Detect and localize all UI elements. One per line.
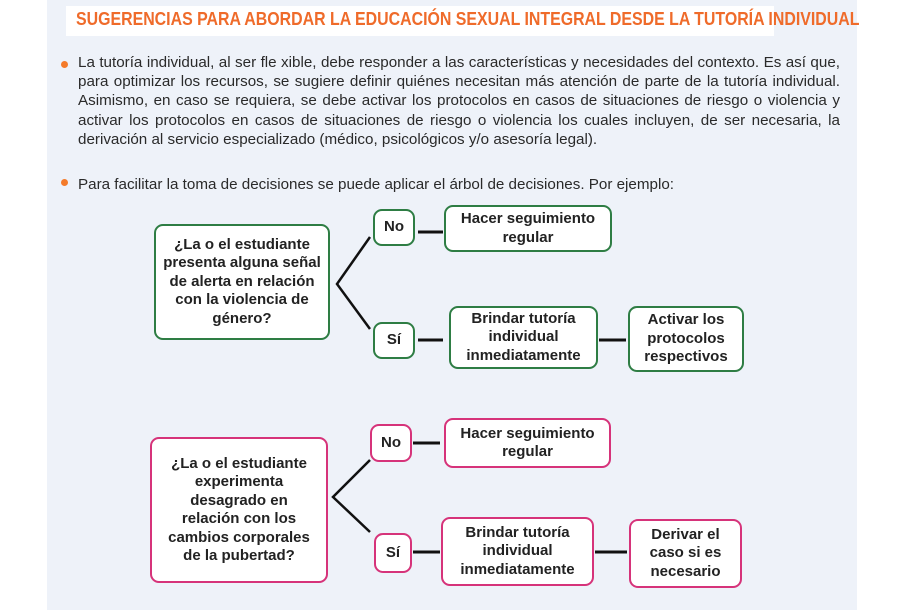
yes-action-box: Brindar tutoría individual inmediatamente: [449, 306, 598, 369]
no-label: No: [373, 209, 415, 246]
paragraph-1: La tutoría individual, al ser fle xible, debe responder a las características y necesidades del contexto. Es así que, para optimizar los recursos, se sugiere definir quiénes necesitan más atención de parte de la tutoría individual. Asimismo, en caso se requiera, se debe activar los protocolos en casos de situaciones de riesgo o violencia y activar los protocolos en casos de situaciones de riesgo o violencia los cuales incluyen, de ser necesaria, la derivación al servicio especializado (médico, psicológicos y/o asesoría legal).: [78, 54, 840, 148]
question-box: ¿La o el estudiante experimenta desagrado en relación con los cambios corporales de la pubertad?: [150, 437, 328, 583]
final-action-box: Derivar el caso si es necesario: [629, 519, 742, 588]
page-title: SUGERENCIAS PARA ABORDAR LA EDUCACIÓN SEXUAL INTEGRAL DESDE LA TUTORÍA INDIVIDUAL: [76, 8, 860, 29]
yes-label: Sí: [374, 533, 412, 573]
no-action-box: Hacer seguimiento regular: [444, 205, 612, 252]
question-box: ¿La o el estudiante presenta alguna señal de alerta en relación con la violencia de género?: [154, 224, 330, 340]
no-action-box: Hacer seguimiento regular: [444, 418, 611, 468]
final-action-box: Activar los protocolos respectivos: [628, 306, 744, 372]
no-label: No: [370, 424, 412, 462]
yes-label: Sí: [373, 322, 415, 359]
branch-bracket: [337, 237, 370, 329]
branch-bracket: [333, 460, 370, 532]
paragraph-2: Para facilitar la toma de decisiones se puede aplicar el árbol de decisiones. Por ejemplo:: [78, 176, 675, 193]
yes-action-box: Brindar tutoría individual inmediatamente: [441, 517, 594, 586]
